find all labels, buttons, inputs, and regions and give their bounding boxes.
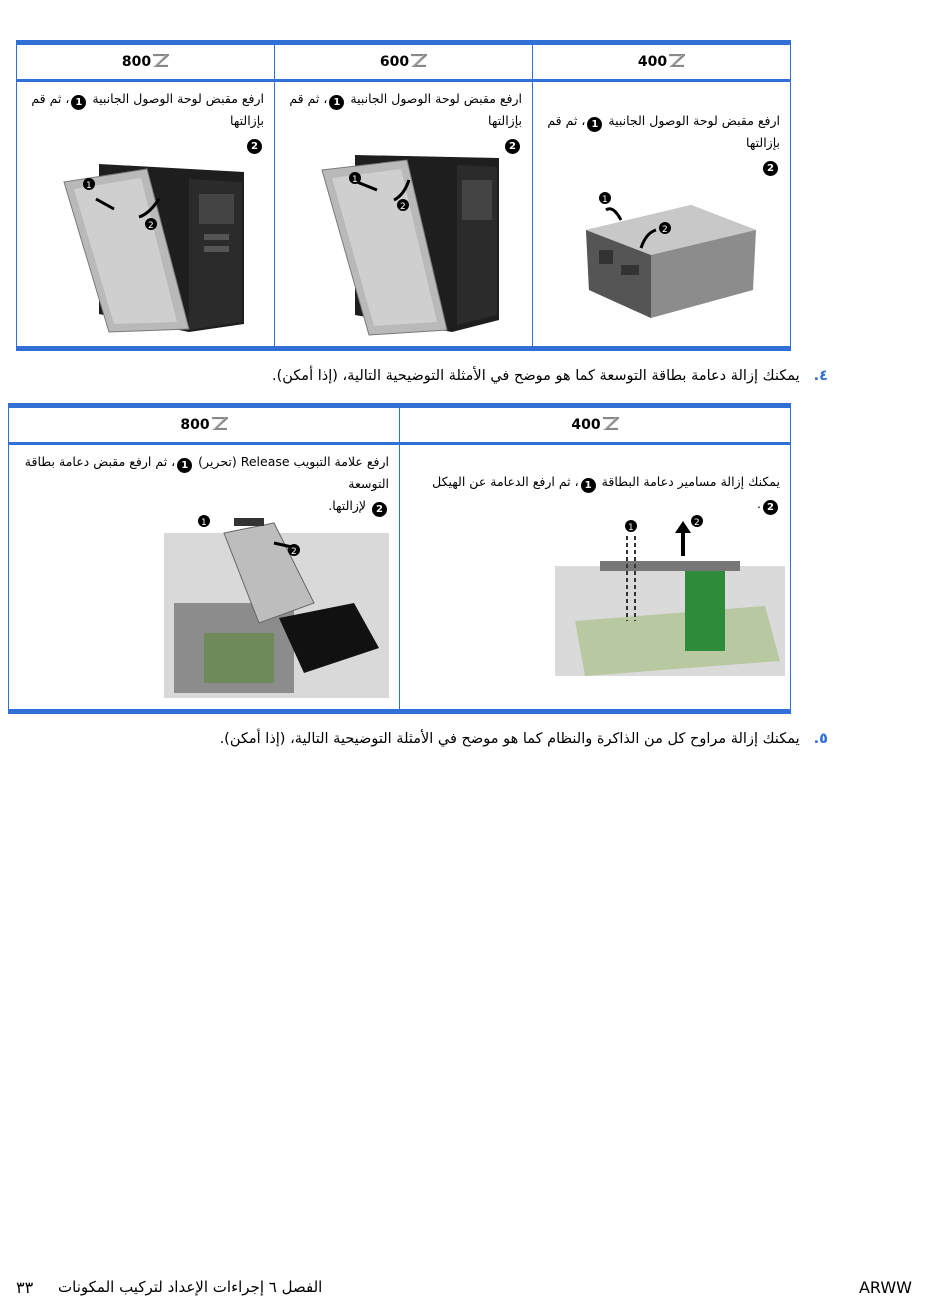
cell-z800-card-retainer	[9, 444, 400, 712]
z400-card-support-illustration	[555, 511, 785, 676]
step-text: يمكنك إزالة مراوح كل من الذاكرة والنظام كما هو موضح في الأمثلة التوضيحية التالية، (إذا أمكن).	[219, 731, 800, 747]
cell-z400-card-support	[400, 444, 791, 712]
z-logo-icon	[152, 54, 169, 67]
instruction-text: ارفع مقبض لوحة الوصول الجانبية 1، ثم قم بإزالتها 2	[31, 91, 264, 152]
callout-2-icon: 2	[505, 139, 520, 154]
header-z400: 400	[533, 43, 791, 81]
cell-z400-side-panel	[533, 81, 791, 349]
svg-text:1: 1	[352, 175, 358, 185]
callout-1-icon: 1	[587, 117, 602, 132]
instruction-text: يمكنك إزالة مسامير دعامة البطاقة 1، ثم ارفع الدعامة عن الهيكل 2.	[432, 474, 780, 513]
instruction-text: ارفع علامة التبويب Release (تحرير) 1، ثم ارفع مقبض دعامة بطاقة التوسعة 2 لإزالتها.	[24, 454, 389, 515]
svg-text:1: 1	[602, 195, 608, 205]
svg-text:2: 2	[662, 225, 668, 235]
svg-text:2: 2	[291, 547, 297, 557]
step-number: ٤.	[813, 368, 828, 384]
step-number: ٥.	[813, 731, 828, 747]
footer-left: ARWW	[858, 1278, 912, 1297]
callout-1-icon: 1	[71, 95, 86, 110]
models-table-2	[8, 403, 791, 714]
z-logo-icon	[602, 417, 619, 430]
header-z400: 400	[400, 406, 791, 444]
step-4	[48, 368, 828, 384]
callout-1-icon: 1	[581, 478, 596, 493]
svg-text:1: 1	[86, 181, 92, 191]
callout-1-icon: 1	[177, 458, 192, 473]
instruction-text: ارفع مقبض لوحة الوصول الجانبية 1، ثم قم بإزالتها 2	[289, 91, 522, 152]
callout-1-icon: 1	[329, 95, 344, 110]
step-text: يمكنك إزالة دعامة بطاقة التوسعة كما هو موضح في الأمثلة التوضيحية التالية، (إذا أمكن).	[272, 368, 800, 384]
footer-chapter: الفصل ٦ إجراءات الإعداد لتركيب المكونات	[58, 1278, 323, 1296]
svg-text:1: 1	[628, 523, 634, 533]
header-z800: 800	[9, 406, 400, 444]
z-logo-icon	[211, 417, 228, 430]
z-logo-icon	[410, 54, 427, 67]
z800-tower-illustration	[59, 154, 249, 334]
header-z800: 800	[17, 43, 275, 81]
z800-card-retainer-illustration	[164, 513, 389, 698]
models-table-1	[16, 40, 791, 351]
svg-text:2: 2	[148, 221, 154, 231]
step-5	[48, 731, 828, 747]
cell-z800-side-panel	[17, 81, 275, 349]
callout-2-icon: 2	[372, 502, 387, 517]
svg-text:1: 1	[201, 518, 207, 528]
cell-z600-side-panel	[275, 81, 533, 349]
header-z600: 600	[275, 43, 533, 81]
callout-2-icon: 2	[763, 500, 778, 515]
svg-text:2: 2	[694, 518, 700, 528]
instruction-text: ارفع مقبض لوحة الوصول الجانبية 1، ثم قم بإزالتها 2	[547, 113, 780, 174]
z400-chassis-illustration	[581, 170, 771, 330]
callout-2-icon: 2	[247, 139, 262, 154]
z-logo-icon	[668, 54, 685, 67]
z600-tower-illustration	[317, 150, 507, 340]
svg-text:2: 2	[400, 202, 406, 212]
footer-page-number: ٣٣	[16, 1278, 34, 1297]
callout-2-icon: 2	[763, 161, 778, 176]
